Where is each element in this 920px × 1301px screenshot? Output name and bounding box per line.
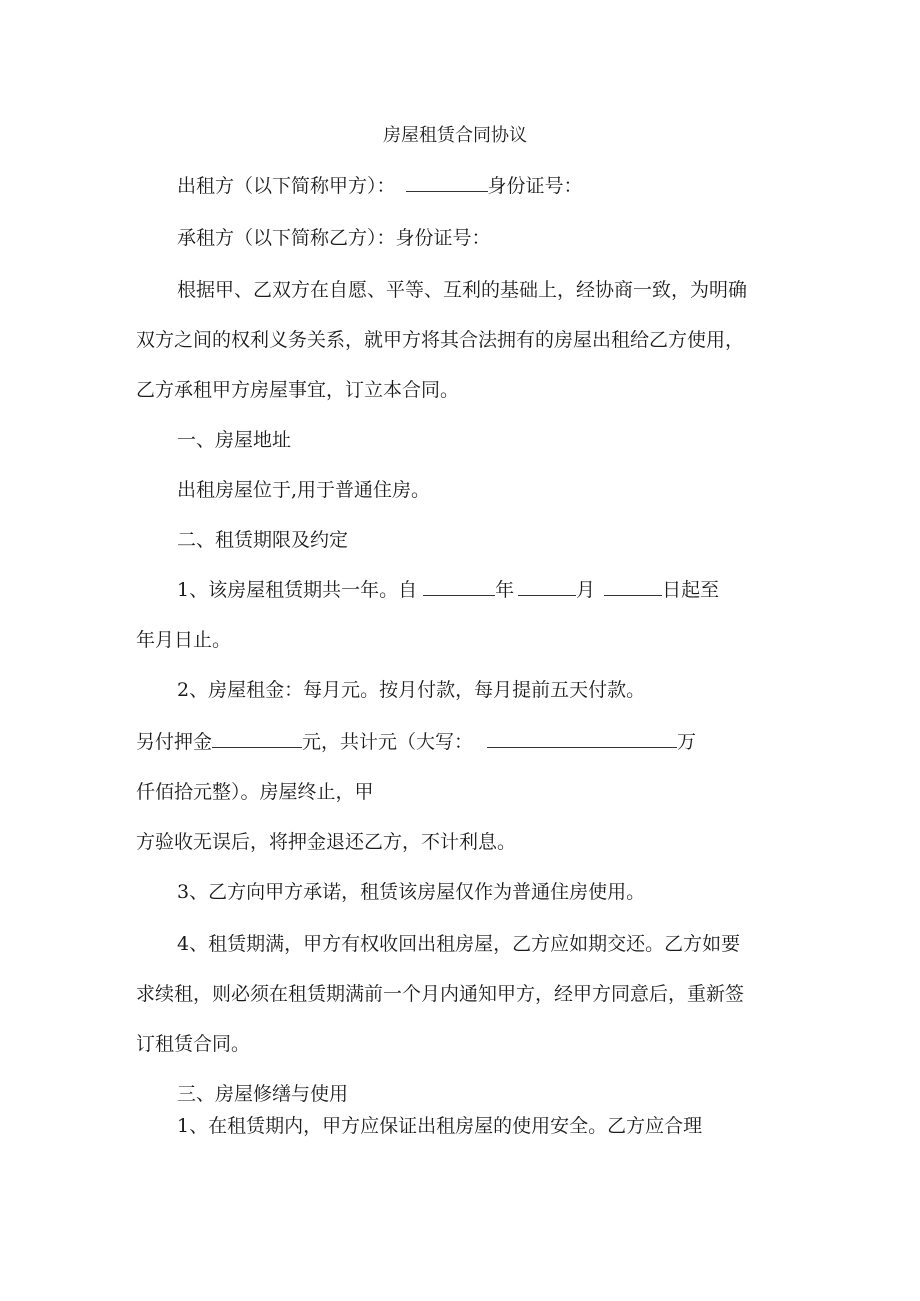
document-title: 房屋租赁合同协议 bbox=[383, 125, 527, 146]
lessor-name-blank bbox=[406, 174, 488, 192]
lessor-line bbox=[177, 174, 583, 198]
section1-text: 出租房屋位于,用于普通住房。 bbox=[177, 479, 431, 501]
item4-line-2: 求续租，则必须在租赁期满前一个月内通知甲方，经甲方同意后，重新签 bbox=[136, 983, 745, 1005]
deposit-line bbox=[136, 730, 696, 754]
item4-line-3: 订租赁合同。 bbox=[136, 1033, 251, 1055]
deposit-line-3: 仟佰拾元整）。房屋终止，甲 bbox=[136, 781, 374, 803]
item3-line: 3、乙方向甲方承诺，租赁该房屋仅作为普通住房使用。 bbox=[177, 881, 646, 903]
total-uppercase-blank bbox=[487, 730, 677, 748]
year-label: 年 bbox=[495, 579, 515, 601]
deposit-amount-blank bbox=[212, 730, 302, 748]
lease-term-line bbox=[177, 578, 719, 602]
rent-line: 2、房屋租金：每月元。按月付款，每月提前五天付款。 bbox=[177, 679, 646, 701]
intro-line-2: 双方之间的权利义务关系，就甲方将其合法拥有的房屋出租给乙方使用， bbox=[136, 329, 745, 351]
lessor-label: 出租方（以下简称甲方）： bbox=[177, 175, 396, 197]
section3-item1: 1、在租赁期内，甲方应保证出租房屋的使用安全。乙方应合理 bbox=[177, 1115, 703, 1137]
start-day-blank bbox=[604, 578, 662, 596]
start-month-blank bbox=[518, 578, 576, 596]
month-label: 月 bbox=[576, 579, 596, 601]
wan-label: 万 bbox=[677, 731, 697, 753]
lease-term-prefix: 1、该房屋租赁期共一年。自 bbox=[177, 579, 418, 601]
section1-heading: 一、房屋地址 bbox=[177, 429, 292, 451]
intro-line-3: 乙方承租甲方房屋事宜，订立本合同。 bbox=[136, 379, 460, 401]
lessee-line: 承租方（以下简称乙方）：身份证号： bbox=[177, 227, 491, 249]
deposit-line-4: 方验收无误后，将押金退还乙方，不计利息。 bbox=[136, 831, 517, 853]
intro-line-1: 根据甲、乙双方在自愿、平等、互利的基础上，经协商一致，为明确 bbox=[177, 279, 748, 301]
item4-line-1: 4、租赁期满，甲方有权收回出租房屋，乙方应如期交还。乙方如要 bbox=[177, 933, 741, 955]
day-suffix: 日起至 bbox=[662, 579, 720, 601]
lease-term-end: 年月日止。 bbox=[136, 629, 232, 651]
lessor-id-label: 身份证号： bbox=[487, 175, 583, 197]
deposit-prefix: 另付押金 bbox=[136, 731, 213, 753]
section2-heading: 二、租赁期限及约定 bbox=[177, 529, 349, 551]
start-year-blank bbox=[423, 578, 495, 596]
section3-heading: 三、房屋修缮与使用 bbox=[177, 1083, 349, 1105]
deposit-mid: 元，共计元（大写： bbox=[302, 731, 474, 753]
